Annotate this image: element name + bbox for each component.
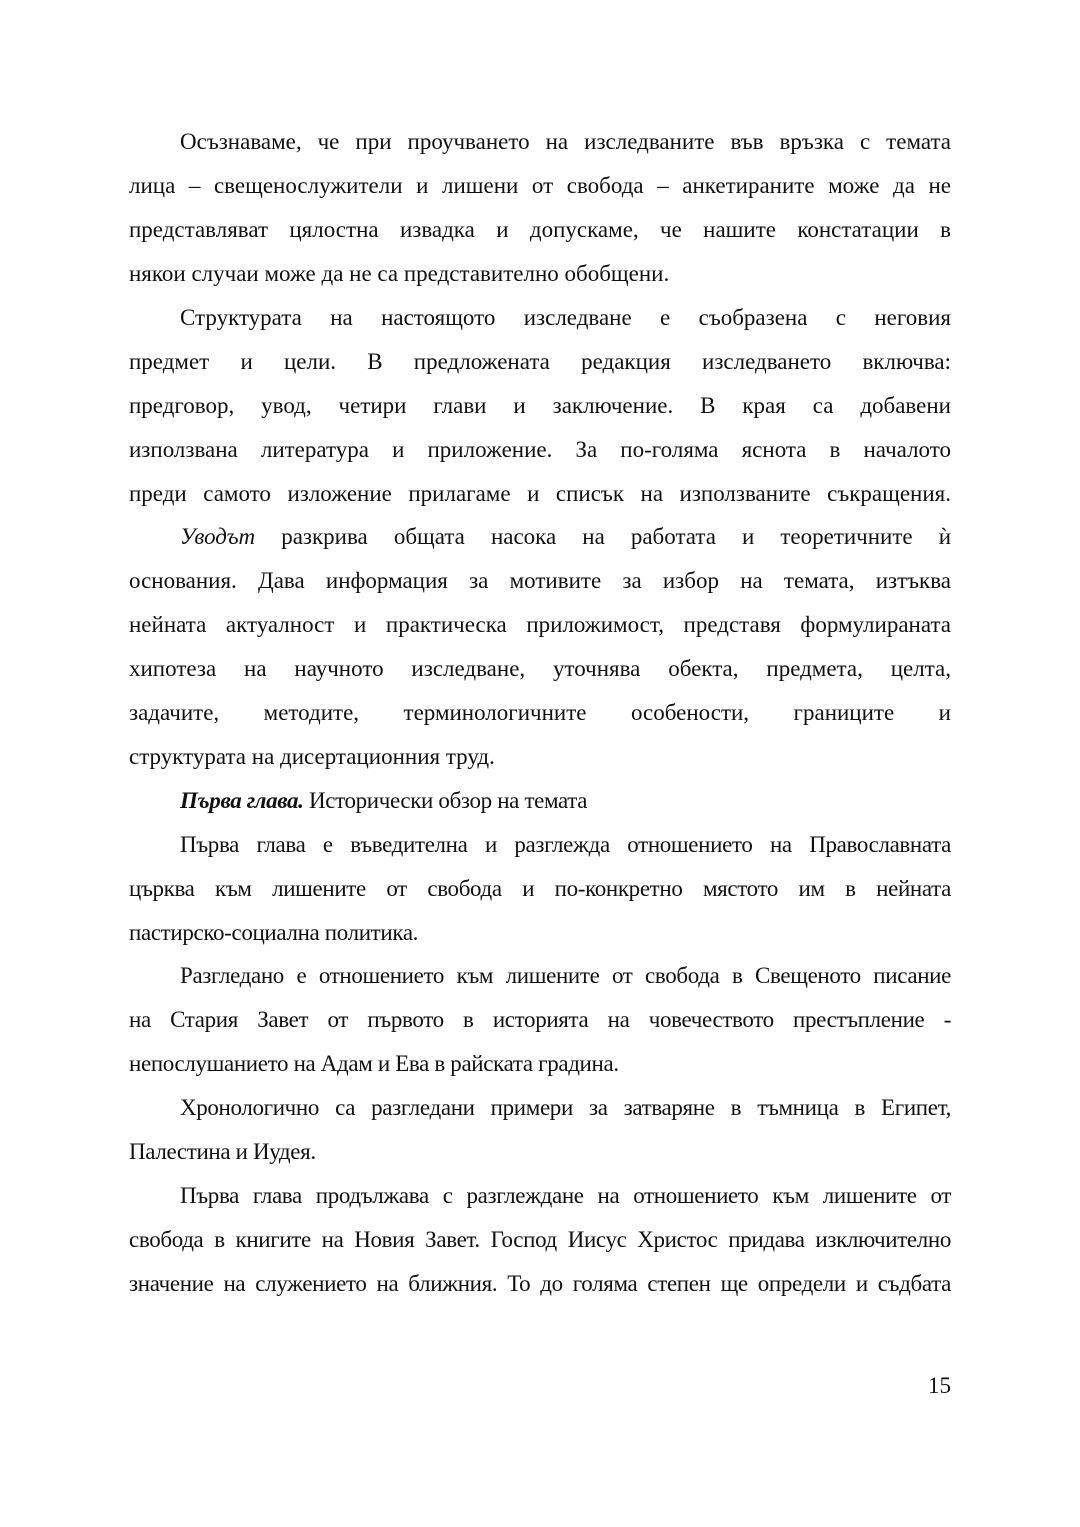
text-line: нейната актуалност и практическа приложимост, представя формулираната [129,612,951,637]
text-line: структурата на дисертационния труд. [129,744,495,769]
text-line: някои случаи може да не са представително обобщени. [129,261,670,286]
chapter-heading: Първа глава. [180,788,304,813]
text-line: на Стария Завет от първото в историята на човечеството престъпление - [129,1007,951,1032]
text-line: Разгледано е отношението към лишените от свобода в Свещеното писание [180,963,951,988]
page-number: 15 [928,1373,951,1398]
text-line: представляват цялостна извадка и допускаме, че нашите констатации в [129,217,951,242]
text-line: непослушанието на Адам и Ева в райската градина. [129,1051,619,1076]
text-line: предговор, увод, четири глави и заключение. В края са добавени [129,393,951,418]
text-line: преди самото изложение прилагаме и списък на използваните съкращения. [129,481,951,506]
intro-term: Уводът [180,524,256,549]
text-line: Структурата на настоящото изследване е съобразена с неговия [180,305,951,330]
text-line: хипотеза на научното изследване, уточнява обекта, предмета, целта, [129,656,951,681]
text-line: пастирско-социална политика. [129,920,419,945]
text-line: значение на служението на ближния. То до голяма степен ще определи и съдбата [129,1271,951,1296]
text-line: използвана литература и приложение. За по-голяма яснота в началото [129,437,951,462]
text-line: Палестина и Иудея. [129,1139,316,1164]
text-line: Хронологично са разгледани примери за затваряне в тъмница в Египет, [180,1095,951,1120]
text-line: Осъзнаваме, че при проучването на изследваните във връзка с темата [180,129,951,154]
text-line: разкрива общата насока на работата и теоретичните ѝ [281,524,951,549]
text-line: Първа глава е въведителна и разглежда отношението на Православната [180,832,951,857]
text-line: лица – свещенослужители и лишени от свобода – анкетираните може да не [129,173,951,198]
text-line: задачите, методите, терминологичните особености, границите и [129,700,951,725]
text-line: Първа глава продължава с разглеждане на отношението към лишените от [180,1183,951,1208]
text-line: предмет и цели. В предложената редакция изследването включва: [129,349,951,374]
text-line: свобода в книгите на Новия Завет. Господ Иисус Христос придава изключително [129,1227,951,1252]
chapter-subtitle: Исторически обзор на темата [308,788,588,813]
chapter-heading-line [180,786,951,816]
intro-paragraph-first-line [180,522,951,552]
text-line: основания. Дава информация за мотивите за избор на темата, изтъква [129,568,951,593]
text-line: църква към лишените от свобода и по-конкретно мястото им в нейната [129,876,951,901]
